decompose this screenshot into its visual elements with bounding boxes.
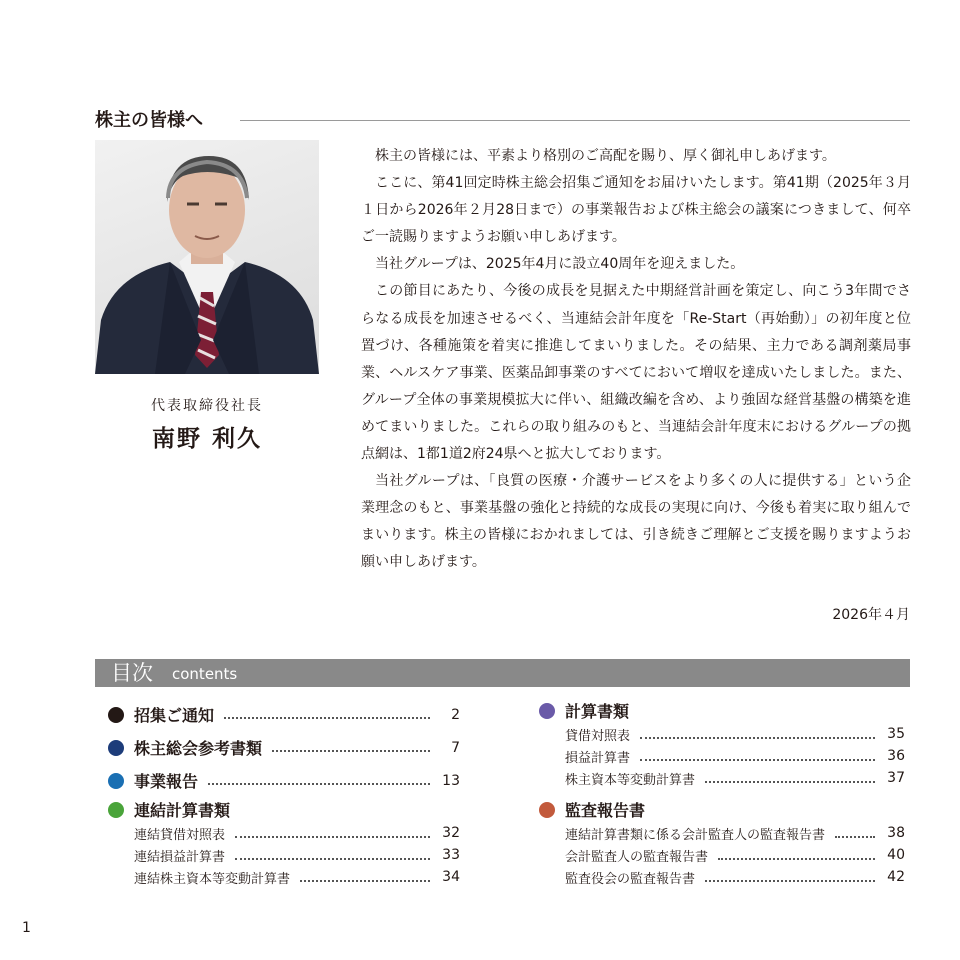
toc-subentry[interactable] [539,844,905,866]
toc-group-audit [539,797,905,822]
toc-entry-page: 36 [887,748,905,764]
dot-leader [718,857,875,860]
message-paragraph: この節目にあたり、今後の成長を見据えた中期経営計画を策定し、向こう3年間でさらなる成長を加速させるべく、当連結会計年度を「Re-Start（再始動）」の初年度と位置づけ、各種施策を着実に推進してまいりました。その結果、主力である調剤薬局事業、ヘルスケア事業、医薬品卸事業のすべてにおいて増収を達成いたしました。また、グループ全体の事業規模拡大に伴い、組織改編を含め、より強固な経営基盤の構築を進めてまいりました。これらの取り組みのもと、当連結会計年度末におけるグループの拠点網は、1都1道2府24県へと拡大しております。 [361,283,911,463]
toc-entry-page: 13 [442,772,460,789]
toc-entry-label: 事業報告 [134,772,199,791]
toc-entry-label: 貸借対照表 [565,728,631,744]
dot-leader [705,879,875,882]
message-paragraph: 当社グループは、2025年4月に設立40周年を迎えました。 [375,256,745,273]
toc-entry-page: 2 [451,706,460,723]
bullet-icon [108,773,124,789]
message-paragraph: ここに、第41回定時株主総会招集ご通知をお届けいたします。第41期（2025年３月１日から2026年２月28日まで）の事業報告および株主総会の議案につきまして、何卒ご一読賜りますようお願い申しあげます。 [361,175,911,246]
toc-entry-page: 34 [442,869,460,885]
toc-subentry[interactable] [539,745,905,767]
dot-leader [300,879,430,882]
dot-leader [272,749,430,752]
toc-entry-page: 32 [442,825,460,841]
bullet-icon [108,707,124,723]
page-number: 1 [22,920,31,936]
toc-subentry[interactable] [539,767,905,789]
toc-subentry[interactable] [539,866,905,888]
toc-subentry[interactable] [108,822,460,844]
toc-entry-label: 株主総会参考書類 [134,739,263,758]
toc-entry-label: 連結貸借対照表 [134,827,226,843]
toc-group-label: 連結計算書類 [134,801,231,820]
dot-leader [224,716,430,719]
bullet-icon [539,703,555,719]
toc-entry-page: 40 [887,847,905,863]
ceo-role: 代表取締役社長 [151,398,263,414]
toc-entry-label: 会計監査人の監査報告書 [565,849,709,865]
toc-header [95,659,910,687]
ceo-name: 南野 利久 [151,426,262,452]
toc-group-label: 計算書類 [565,702,630,721]
toc-entry-label: 損益計算書 [565,750,631,766]
page-title: 株主の皆様へ [95,110,203,131]
dot-leader [235,835,430,838]
toc-entry-notice[interactable] [108,698,460,731]
dot-leader [640,736,875,739]
dot-leader [235,857,430,860]
toc-entry-label: 監査役会の監査報告書 [565,871,696,887]
toc-group-consolidated [108,797,460,822]
toc-right-column [539,698,905,888]
toc-entry-page: 38 [887,825,905,841]
toc-entry-reference[interactable] [108,731,460,764]
toc-entry-label: 連結株主資本等変動計算書 [134,871,291,887]
dot-leader [705,780,875,783]
toc-subentry[interactable] [108,866,460,888]
toc-subentry[interactable] [108,844,460,866]
toc-left-column [108,698,460,888]
bullet-icon [108,740,124,756]
toc-entry-page: 37 [887,770,905,786]
ceo-portrait [95,140,319,374]
toc-entry-label: 連結計算書類に係る会計監査人の監査報告書 [565,827,826,843]
dot-leader [208,782,430,785]
toc-group-financial [539,698,905,723]
dot-leader [835,835,875,838]
message-paragraph: 株主の皆様には、平素より格別のご高配を賜り、厚く御礼申しあげます。 [375,148,836,164]
toc-subentry[interactable] [539,723,905,745]
toc-entry-page: 42 [887,869,905,885]
toc-entry-page: 33 [442,847,460,863]
bullet-icon [539,802,555,818]
message-body [361,143,911,577]
toc-spacer [539,789,905,797]
toc-title: 目次 [111,661,153,685]
message-date: 2026年４月 [832,607,910,623]
toc-entry-label: 招集ご通知 [134,706,215,725]
bullet-icon [108,802,124,818]
dot-leader [640,758,875,761]
message-paragraph: 当社グループは、「良質の医療・介護サービスをより多くの人に提供する」という企業理念のもと、事業基盤の強化と持続的な成長の実現に向け、今後も着実に取り組んでまいります。株主の皆様におかれましては、引き続きご理解とご支援を賜りますようお願い申しあげます。 [361,473,911,571]
toc-entry-page: 7 [451,739,460,756]
toc-entry-page: 35 [887,726,905,742]
toc-entry-business-report[interactable] [108,764,460,797]
toc-group-label: 監査報告書 [565,801,646,820]
toc-entry-label: 株主資本等変動計算書 [565,772,696,788]
title-divider [240,120,910,121]
toc-entry-label: 連結損益計算書 [134,849,226,865]
toc-subtitle: contents [172,665,238,683]
toc-subentry[interactable] [539,822,905,844]
